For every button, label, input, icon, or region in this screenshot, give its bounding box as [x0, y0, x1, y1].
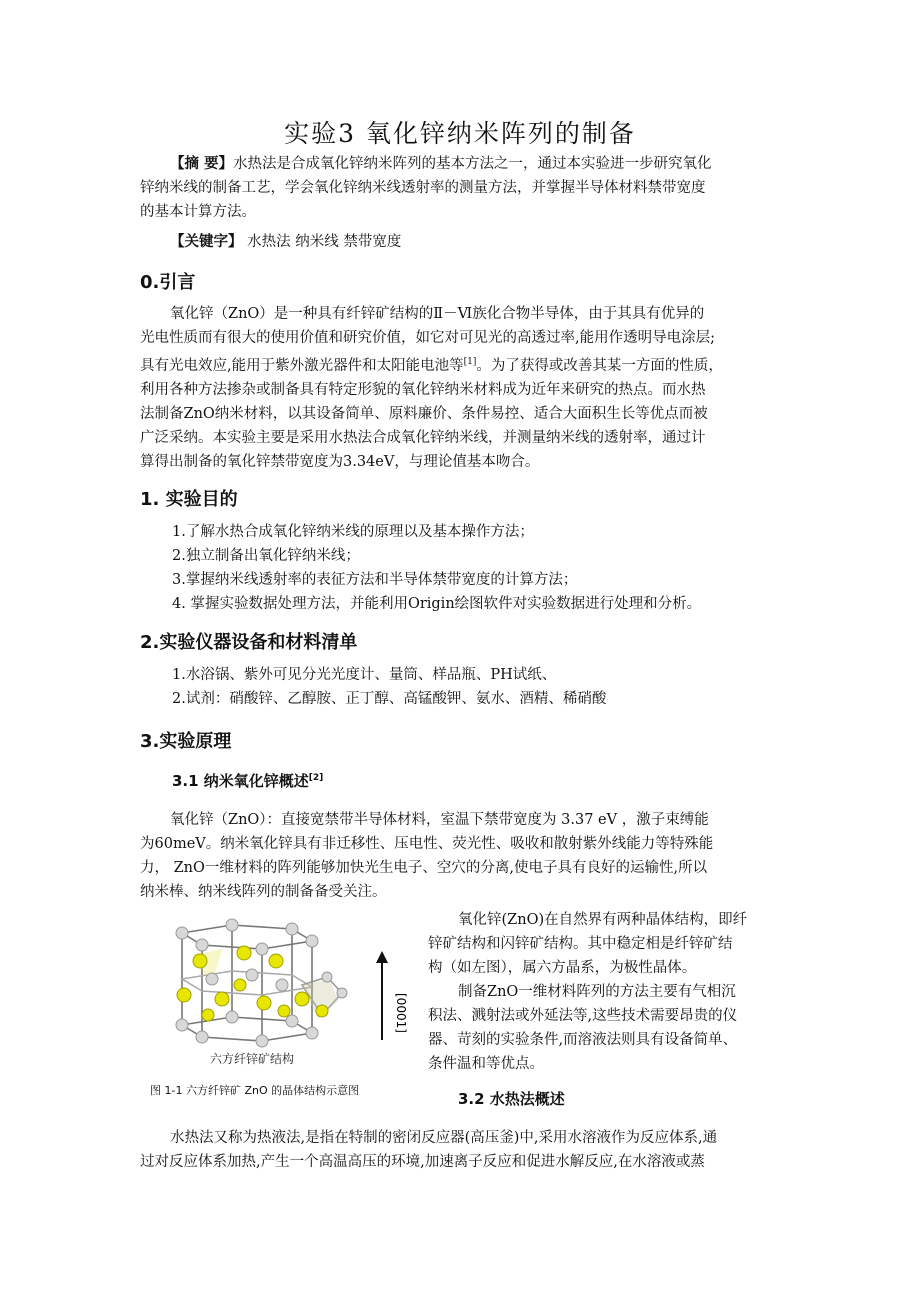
- hydrothermal-line-1: 水热法又称为热液法,是指在特制的密闭反应器(高压釜)中,采用水溶液作为反应体系,通: [170, 1130, 718, 1146]
- abstract-label: 【摘 要】: [170, 155, 234, 172]
- figure-caption: 图 1-1 六方纤锌矿 ZnO 的晶体结构示意图: [150, 1084, 360, 1097]
- subsection-3-2-heading: 3.2 水热法概述: [458, 1090, 565, 1108]
- intro-line-4: 利用各种方法掺杂或制备具有特定形貌的氧化锌纳米材料成为近年来研究的热点。而水热: [140, 381, 706, 398]
- abstract-line-2: 锌纳米线的制备工艺，学会氧化锌纳米线透射率的测量方法，并掌握半导体材料禁带宽度: [140, 180, 706, 196]
- intro-line-6: 广泛采纳。本实验主要是采用水热法合成氧化锌纳米线，并测量纳米线的透射率，通过计: [140, 429, 706, 446]
- crystal-line-5: 积法、溅射法或外延法等,这些技术需要昂贵的仪: [428, 1008, 738, 1024]
- zno-line-3: 力， ZnO一维材料的阵列能够加快光生电子、空穴的分离,使电子具有良好的运输性,所以: [140, 860, 708, 876]
- section-0-heading: 0.引言: [140, 272, 196, 293]
- section-0-body: [140, 302, 780, 474]
- list-item: 3.掌握纳米线透射率的表征方法和半导体禁带宽度的计算方法；: [172, 572, 578, 588]
- abstract-line-3: 的基本计算方法。: [140, 204, 256, 220]
- section-3-1-body-right: [428, 908, 782, 1076]
- subsection-3-1-text: 3.1 纳米氧化锌概述: [172, 772, 309, 790]
- section-1-heading: 1. 实验目的: [140, 489, 238, 510]
- list-item: 2.独立制备出氧化锌纳米线；: [172, 548, 360, 564]
- keywords-text: 水热法 纳米线 禁带宽度: [242, 234, 402, 250]
- equipment-list: [172, 663, 772, 711]
- intro-line-2: 光电性质而有很大的使用价值和研究价值，如它对可见光的高透过率,能用作透明导电涂层;: [140, 330, 715, 346]
- crystal-line-3: 构（如左图），属六方晶系，为极性晶体。: [428, 960, 697, 976]
- list-item: 2.试剂：硝酸锌、乙醇胺、正丁醇、高锰酸钾、氨水、酒精、稀硝酸: [172, 691, 607, 707]
- crystal-line-6: 器、苛刻的实验条件,而溶液法则具有设备简单、: [428, 1032, 738, 1048]
- intro-line-3-tail: 。为了获得或改善其某一方面的性质，: [476, 357, 723, 374]
- section-3-heading: 3.实验原理: [140, 731, 232, 752]
- keywords-label: 【关键字】: [170, 233, 243, 250]
- abstract: [140, 152, 780, 224]
- page-title: 实验3 氧化锌纳米阵列的制备: [284, 119, 636, 148]
- wurtzite-structure-image: [152, 915, 414, 1075]
- section-3-2-body: [140, 1126, 780, 1174]
- crystal-line-1: 氧化锌(ZnO)在自然界有两种晶体结构，即纤: [458, 912, 748, 928]
- objectives-list: [172, 520, 772, 616]
- intro-line-3: 具有光电效应,能用于紫外激光器件和太阳能电池等: [140, 357, 464, 374]
- hydrothermal-line-2: 过对反应体系加热,产生一个高温高压的环境,加速离子反应和促进水解反应,在水溶液或蒸: [140, 1154, 705, 1170]
- list-item: 1.水浴锅、紫外可见分光光度计、量筒、样品瓶、PH试纸、: [172, 667, 557, 683]
- crystal-line-4: 制备ZnO一维材料阵列的方法主要有气相沉: [458, 984, 736, 1000]
- citation-1: [1]: [463, 357, 477, 367]
- crystal-structure-figure: [152, 915, 414, 1075]
- section-2-heading: 2.实验仪器设备和材料清单: [140, 632, 358, 653]
- citation-2: [2]: [308, 773, 324, 783]
- axis-label: [0001]: [394, 993, 408, 1033]
- subsection-3-1-heading: [172, 770, 323, 791]
- crystal-line-2: 锌矿结构和闪锌矿结构。其中稳定相是纤锌矿结: [428, 936, 733, 952]
- intro-line-5: 法制备ZnO纳米材料，以其设备简单、原料廉价、条件易控、适合大面积生长等优点而被: [140, 405, 708, 422]
- abstract-line-1: 水热法是合成氧化锌纳米阵列的基本方法之一，通过本实验进一步研究氧化: [233, 156, 712, 172]
- list-item: 4. 掌握实验数据处理方法，并能利用Origin绘图软件对实验数据进行处理和分析。: [172, 596, 702, 612]
- zno-line-1: 氧化锌（ZnO）：直接宽禁带半导体材料，室温下禁带宽度为 3.37 eV ，激子束缚能: [170, 812, 709, 828]
- intro-line-1: 氧化锌（ZnO）是一种具有纤锌矿结构的Ⅱ－Ⅵ族化合物半导体，由于其具有优异的: [170, 306, 705, 322]
- section-3-1-body: [140, 808, 780, 904]
- crystal-line-7: 条件温和等优点。: [428, 1056, 544, 1072]
- intro-line-7: 算得出制备的氧化锌禁带宽度为3.34eV，与理论值基本吻合。: [140, 453, 540, 470]
- zno-line-2: 为60meV。纳米氧化锌具有非迁移性、压电性、荧光性、吸收和散射紫外线能力等特殊能: [140, 836, 714, 852]
- keywords: [140, 230, 780, 254]
- arrow-head-icon: [376, 951, 388, 963]
- zno-line-4: 纳米棒、纳米线阵列的制备备受关注。: [140, 884, 387, 900]
- list-item: 1.了解水热合成氧化锌纳米线的原理以及基本操作方法；: [172, 524, 534, 540]
- figure-inner-label: 六方纤锌矿结构: [210, 1052, 295, 1066]
